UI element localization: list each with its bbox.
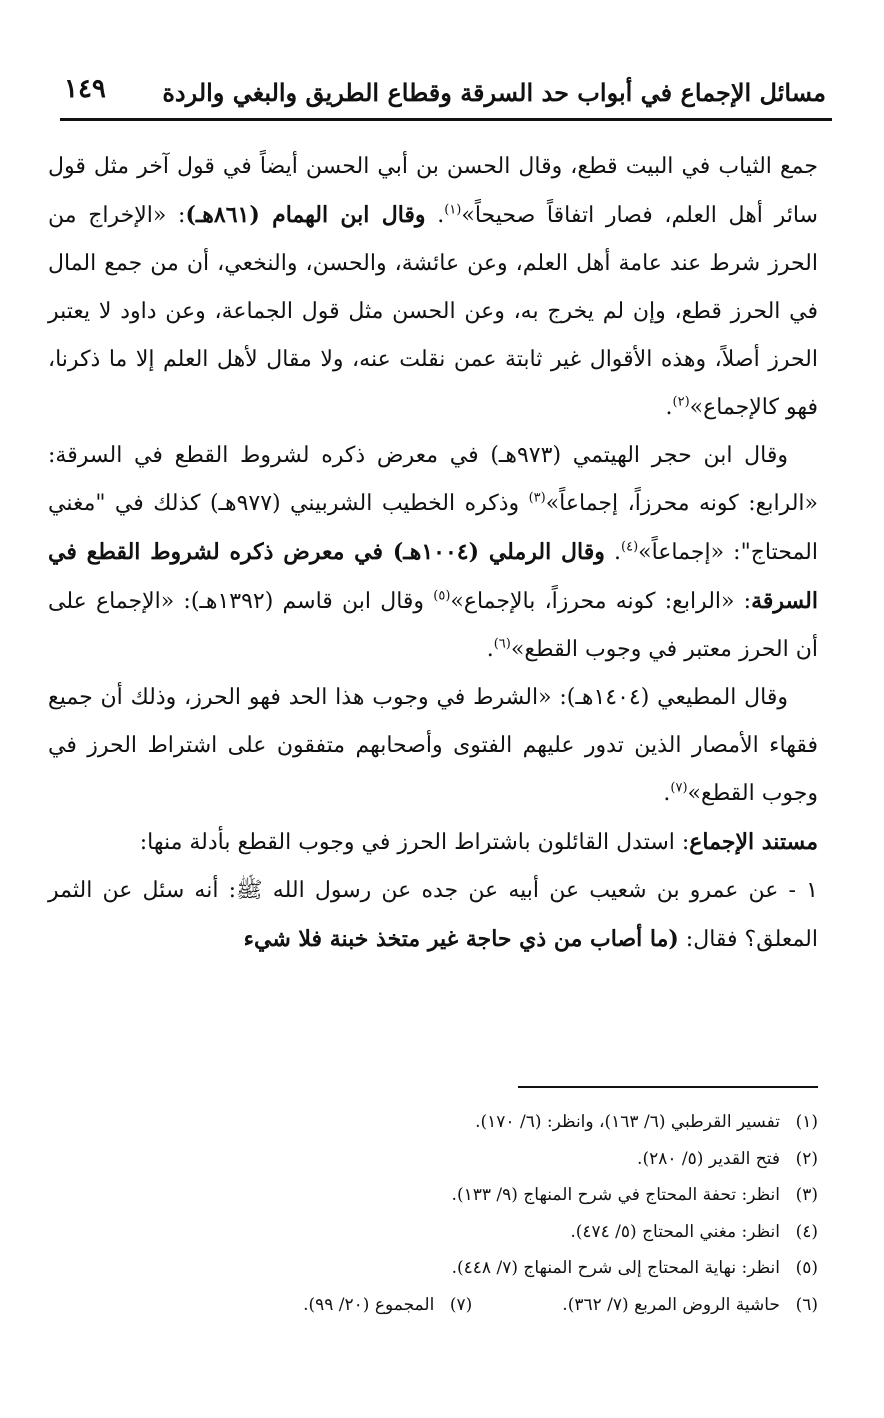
footnote-number: (٤) xyxy=(795,1221,818,1242)
text-run: جمع الثياب في البيت قطع، وقال الحسن بن أبي الحسن أيضاً في قول آخر مثل قول سائر أهل العلم، فصار اتفاقاً صحيحاً» xyxy=(48,154,818,228)
footnote-ref: (٦) xyxy=(493,636,511,652)
footnote-ref: (٥) xyxy=(433,588,451,604)
footnote-divider xyxy=(518,1086,818,1088)
footnote-number: (١) xyxy=(795,1112,818,1132)
text-run: ١ - عن عمرو بن شعيب عن أبيه عن جده عن رسول الله ﷺ: أنه سئل عن الثمر المعلق؟ فقال: xyxy=(48,878,818,952)
footnote-text: تفسير القرطبي (٦/ ١٦٣)، وانظر: (٦/ ١٧٠). xyxy=(475,1112,780,1132)
footnote-text: انظر: تحفة المحتاج في شرح المنهاج (٩/ ١٣٣). xyxy=(451,1185,780,1205)
footnote-item xyxy=(58,1177,818,1214)
paragraph-4 xyxy=(48,818,818,867)
footnote-ref: (٧) xyxy=(670,780,688,796)
footnote-item xyxy=(58,1214,818,1251)
page-number: ١٤٩ xyxy=(64,74,106,104)
text-run: . xyxy=(425,203,445,228)
text-run: وقال المطيعي (١٤٠٤هـ): «الشرط في وجوب هذا الحد فهو الحرز، وذلك أن جميع فقهاء الأمصار الذين تدور عليهم الفتوى وأصحابهم متفقون على اشتراط الحرز في وجوب القطع» xyxy=(48,685,818,806)
paragraph-1 xyxy=(48,143,818,432)
footnote-item xyxy=(58,1104,818,1141)
text-run: وقال ابن حجر الهيتمي (٩٧٣هـ) في معرض ذكره لشروط القطع في السرقة: «الرابع: كونه محرزاً، إجماعاً» xyxy=(48,443,818,516)
footnote-text: انظر: نهاية المحتاج إلى شرح المنهاج (٧/ ٤٤٨). xyxy=(451,1258,780,1278)
bold-run: وقال ابن الهمام (٨٦١هـ) xyxy=(185,202,426,228)
footnotes xyxy=(58,1104,818,1323)
footnote-ref: (٤) xyxy=(621,539,639,555)
text-run: . xyxy=(663,781,671,806)
text-run: : «الرابع: كونه محرزاً، بالإجماع» xyxy=(450,589,752,614)
text-run: : «الإخراج من الحرز شرط عند عامة أهل العلم، وعن عائشة، والحسن، والنخعي، أن من جمع المال في الحرز قطع، وإن لم يخرج به، وعن الحسن مثل قول الجماعة، وعن داود لا يعتبر الحرز أصلاً، وهذه الأقوال غير ثابتة عمن نقلت عنه، ولا مقال لأهل العلم إلا ما ذكرنا، فهو كالإجماع» xyxy=(48,203,818,420)
footnote-number: (٦) xyxy=(795,1294,818,1315)
footnote-number: (٧) xyxy=(449,1294,473,1315)
text-run: وقال ابن قاسم (١٣٩٢هـ): «الإجماع على أن الحرز معتبر في وجوب القطع» xyxy=(48,589,818,662)
footnote-text: فتح القدير (٥/ ٢٨٠). xyxy=(637,1148,780,1169)
paragraph-2 xyxy=(48,432,818,674)
footnote-text: حاشية الروض المربع (٧/ ٣٦٢). xyxy=(562,1294,780,1315)
running-title: مسائل الإجماع في أبواب حد السرقة وقطاع الطريق والبغي والردة xyxy=(162,78,826,107)
text-run: : استدل القائلون باشتراط الحرز في وجوب القطع بأدلة منها: xyxy=(139,830,690,855)
footnote-ref: (١) xyxy=(444,202,462,218)
bold-run: وقال الرملي (١٠٠٤هـ) في معرض ذكره لشروط القطع في السرقة xyxy=(48,539,818,614)
paragraph-3 xyxy=(48,674,818,818)
footnote-text: انظر: مغني المحتاج (٥/ ٤٧٤). xyxy=(570,1221,780,1242)
running-header xyxy=(58,68,826,118)
main-text xyxy=(48,143,818,964)
footnote-item-pair xyxy=(58,1287,818,1324)
footnote-ref: (٣) xyxy=(528,490,546,506)
header-divider xyxy=(60,118,832,121)
text-run: . xyxy=(665,395,673,420)
text-run: . xyxy=(486,637,494,662)
paragraph-5 xyxy=(48,867,818,964)
section-label: مستند الإجماع xyxy=(689,829,818,855)
footnote-number: (٢) xyxy=(795,1148,818,1169)
footnote-ref: (٢) xyxy=(672,394,690,410)
footnote-number: (٣) xyxy=(795,1185,818,1205)
bold-run: (ما أصاب من ذي حاجة غير متخذ خبنة فلا شيء xyxy=(243,926,679,952)
footnote-item xyxy=(58,1141,818,1178)
footnote-number: (٥) xyxy=(795,1258,818,1278)
text-run: . xyxy=(604,540,621,565)
text-run: وذكره الخطيب الشربيني (٩٧٧هـ) كذلك في "مغني المحتاج": «إجماعاً» xyxy=(48,491,818,565)
footnote-item xyxy=(58,1250,818,1287)
footnote-text: المجموع (٢٠/ ٩٩). xyxy=(303,1294,435,1315)
